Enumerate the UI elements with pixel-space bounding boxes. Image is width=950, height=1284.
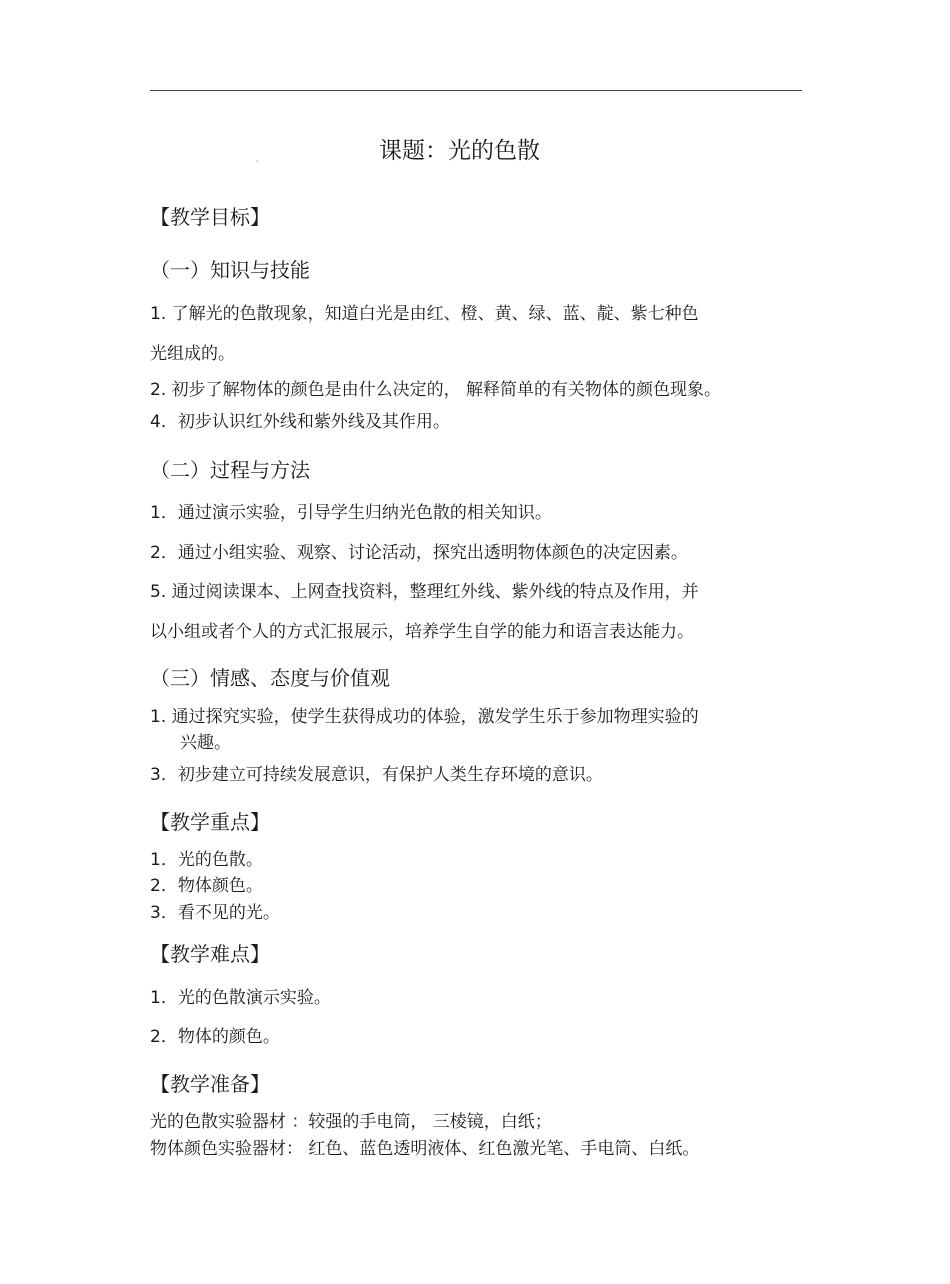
- process-item-1: 1．通过演示实验，引导学生归纳光色散的相关知识。: [150, 503, 552, 523]
- key-points-heading: 【教学重点】: [150, 810, 270, 834]
- emotion-item-1-line-1: 1. 通过探究实验，使学生获得成功的体验，激发学生乐于参加物理实验的: [150, 707, 699, 727]
- process-item-5-line-1: 5. 通过阅读课本、上网查找资料，整理红外线、紫外线的特点及作用，并: [150, 582, 699, 602]
- process-heading: （二）过程与方法: [150, 458, 310, 482]
- key-point-3: 3．看不见的光。: [150, 903, 280, 923]
- emotion-heading: （三）情感、态度与价值观: [150, 666, 390, 690]
- emotion-item-1-line-2: 兴趣。: [180, 733, 231, 753]
- objectives-heading: 【教学目标】: [150, 205, 270, 229]
- knowledge-item-1-line-1: 1. 了解光的色散现象，知道白光是由红、橙、黄、绿、蓝、靛、紫七种色: [150, 304, 699, 324]
- difficulties-heading: 【教学难点】: [150, 942, 270, 966]
- page-title: 课题：光的色散: [379, 138, 540, 164]
- preparation-heading: 【教学准备】: [150, 1072, 270, 1096]
- preparation-item-2: 物体颜色实验器材： 红色、蓝色透明液体、红色激光笔、手电筒、白纸。: [150, 1139, 700, 1159]
- preparation-item-1: 光的色散实验器材 ：较强的手电筒， 三棱镜，白纸；: [150, 1112, 552, 1132]
- knowledge-item-2: 2. 初步了解物体的颜色是由什么决定的， 解释简单的有关物体的颜色现象。: [150, 380, 722, 400]
- scan-speck: [256, 160, 258, 162]
- difficulty-1: 1．光的色散演示实验。: [150, 988, 331, 1008]
- emotion-item-3: 3．初步建立可持续发展意识，有保护人类生存环境的意识。: [150, 765, 603, 785]
- knowledge-item-4: 4．初步认识红外线和紫外线及其作用。: [150, 412, 450, 432]
- key-point-2: 2．物体颜色。: [150, 876, 263, 896]
- difficulty-2: 2．物体的颜色。: [150, 1027, 280, 1047]
- process-item-5-line-2: 以小组或者个人的方式汇报展示，培养学生自学的能力和语言表达能力。: [150, 622, 694, 642]
- top-rule: [150, 90, 802, 91]
- key-point-1: 1．光的色散。: [150, 850, 263, 870]
- knowledge-item-1-line-2: 光组成的。: [150, 344, 235, 364]
- process-item-2: 2．通过小组实验、观察、讨论活动，探究出透明物体颜色的决定因素。: [150, 543, 688, 563]
- knowledge-heading: （一）知识与技能: [150, 258, 310, 282]
